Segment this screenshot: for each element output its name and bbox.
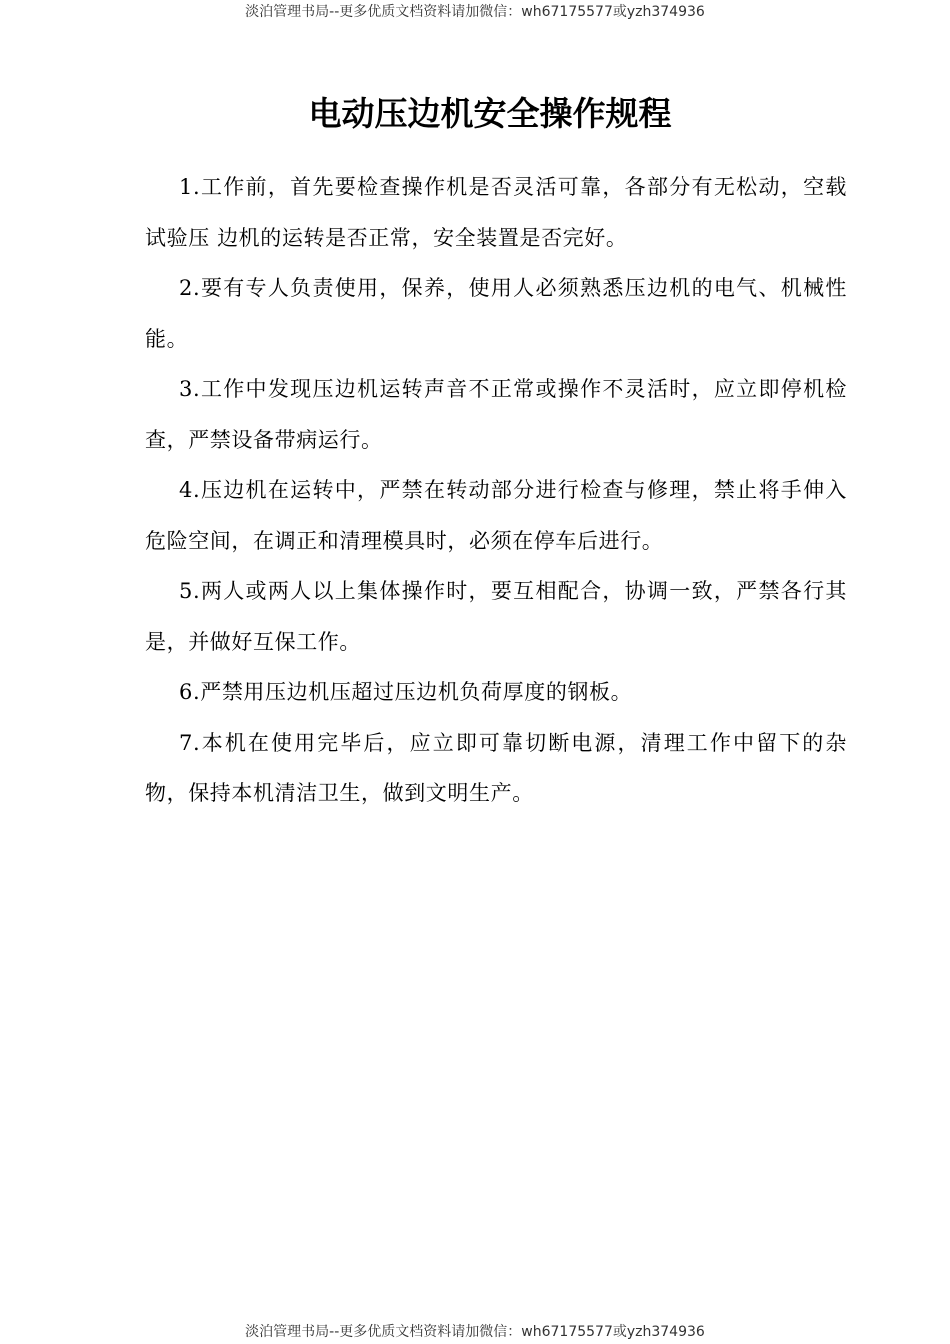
page-footer-note: 淡泊管理书局--更多优质文档资料请加微信：wh67175577或yzh374936 [245,1324,705,1340]
page-header-note: 淡泊管理书局--更多优质文档资料请加微信：wh67175577或yzh374936 [245,4,705,20]
rule-item-5: 5.两人或两人以上集体操作时，要互相配合，协调一致，严禁各行其是，并做好互保工作。 [145,579,847,654]
rule-item-3: 3.工作中发现压边机运转声音不正常或操作不灵活时，应立即停机检查，严禁设备带病运行。 [145,377,847,452]
rule-item-1: 1.工作前，首先要检查操作机是否灵活可靠，各部分有无松动，空载试验压 边机的运转是否正常，安全装置是否完好。 [145,175,847,250]
rule-item-6: 6.严禁用压边机压超过压边机负荷厚度的钢板。 [179,680,633,704]
document-title: 电动压边机安全操作规程 [308,94,672,133]
rule-item-4: 4.压边机在运转中，严禁在转动部分进行检查与修理，禁止将手伸入危险空间，在调正和清理模具时，必须在停车后进行。 [145,478,847,553]
rules-list [145,162,847,819]
rule-item-2: 2.要有专人负责使用，保养，使用人必须熟悉压边机的电气、机械性能。 [145,276,847,351]
rule-item-7: 7.本机在使用完毕后，应立即可靠切断电源，清理工作中留下的杂物，保持本机清洁卫生，做到文明生产。 [145,730,847,805]
